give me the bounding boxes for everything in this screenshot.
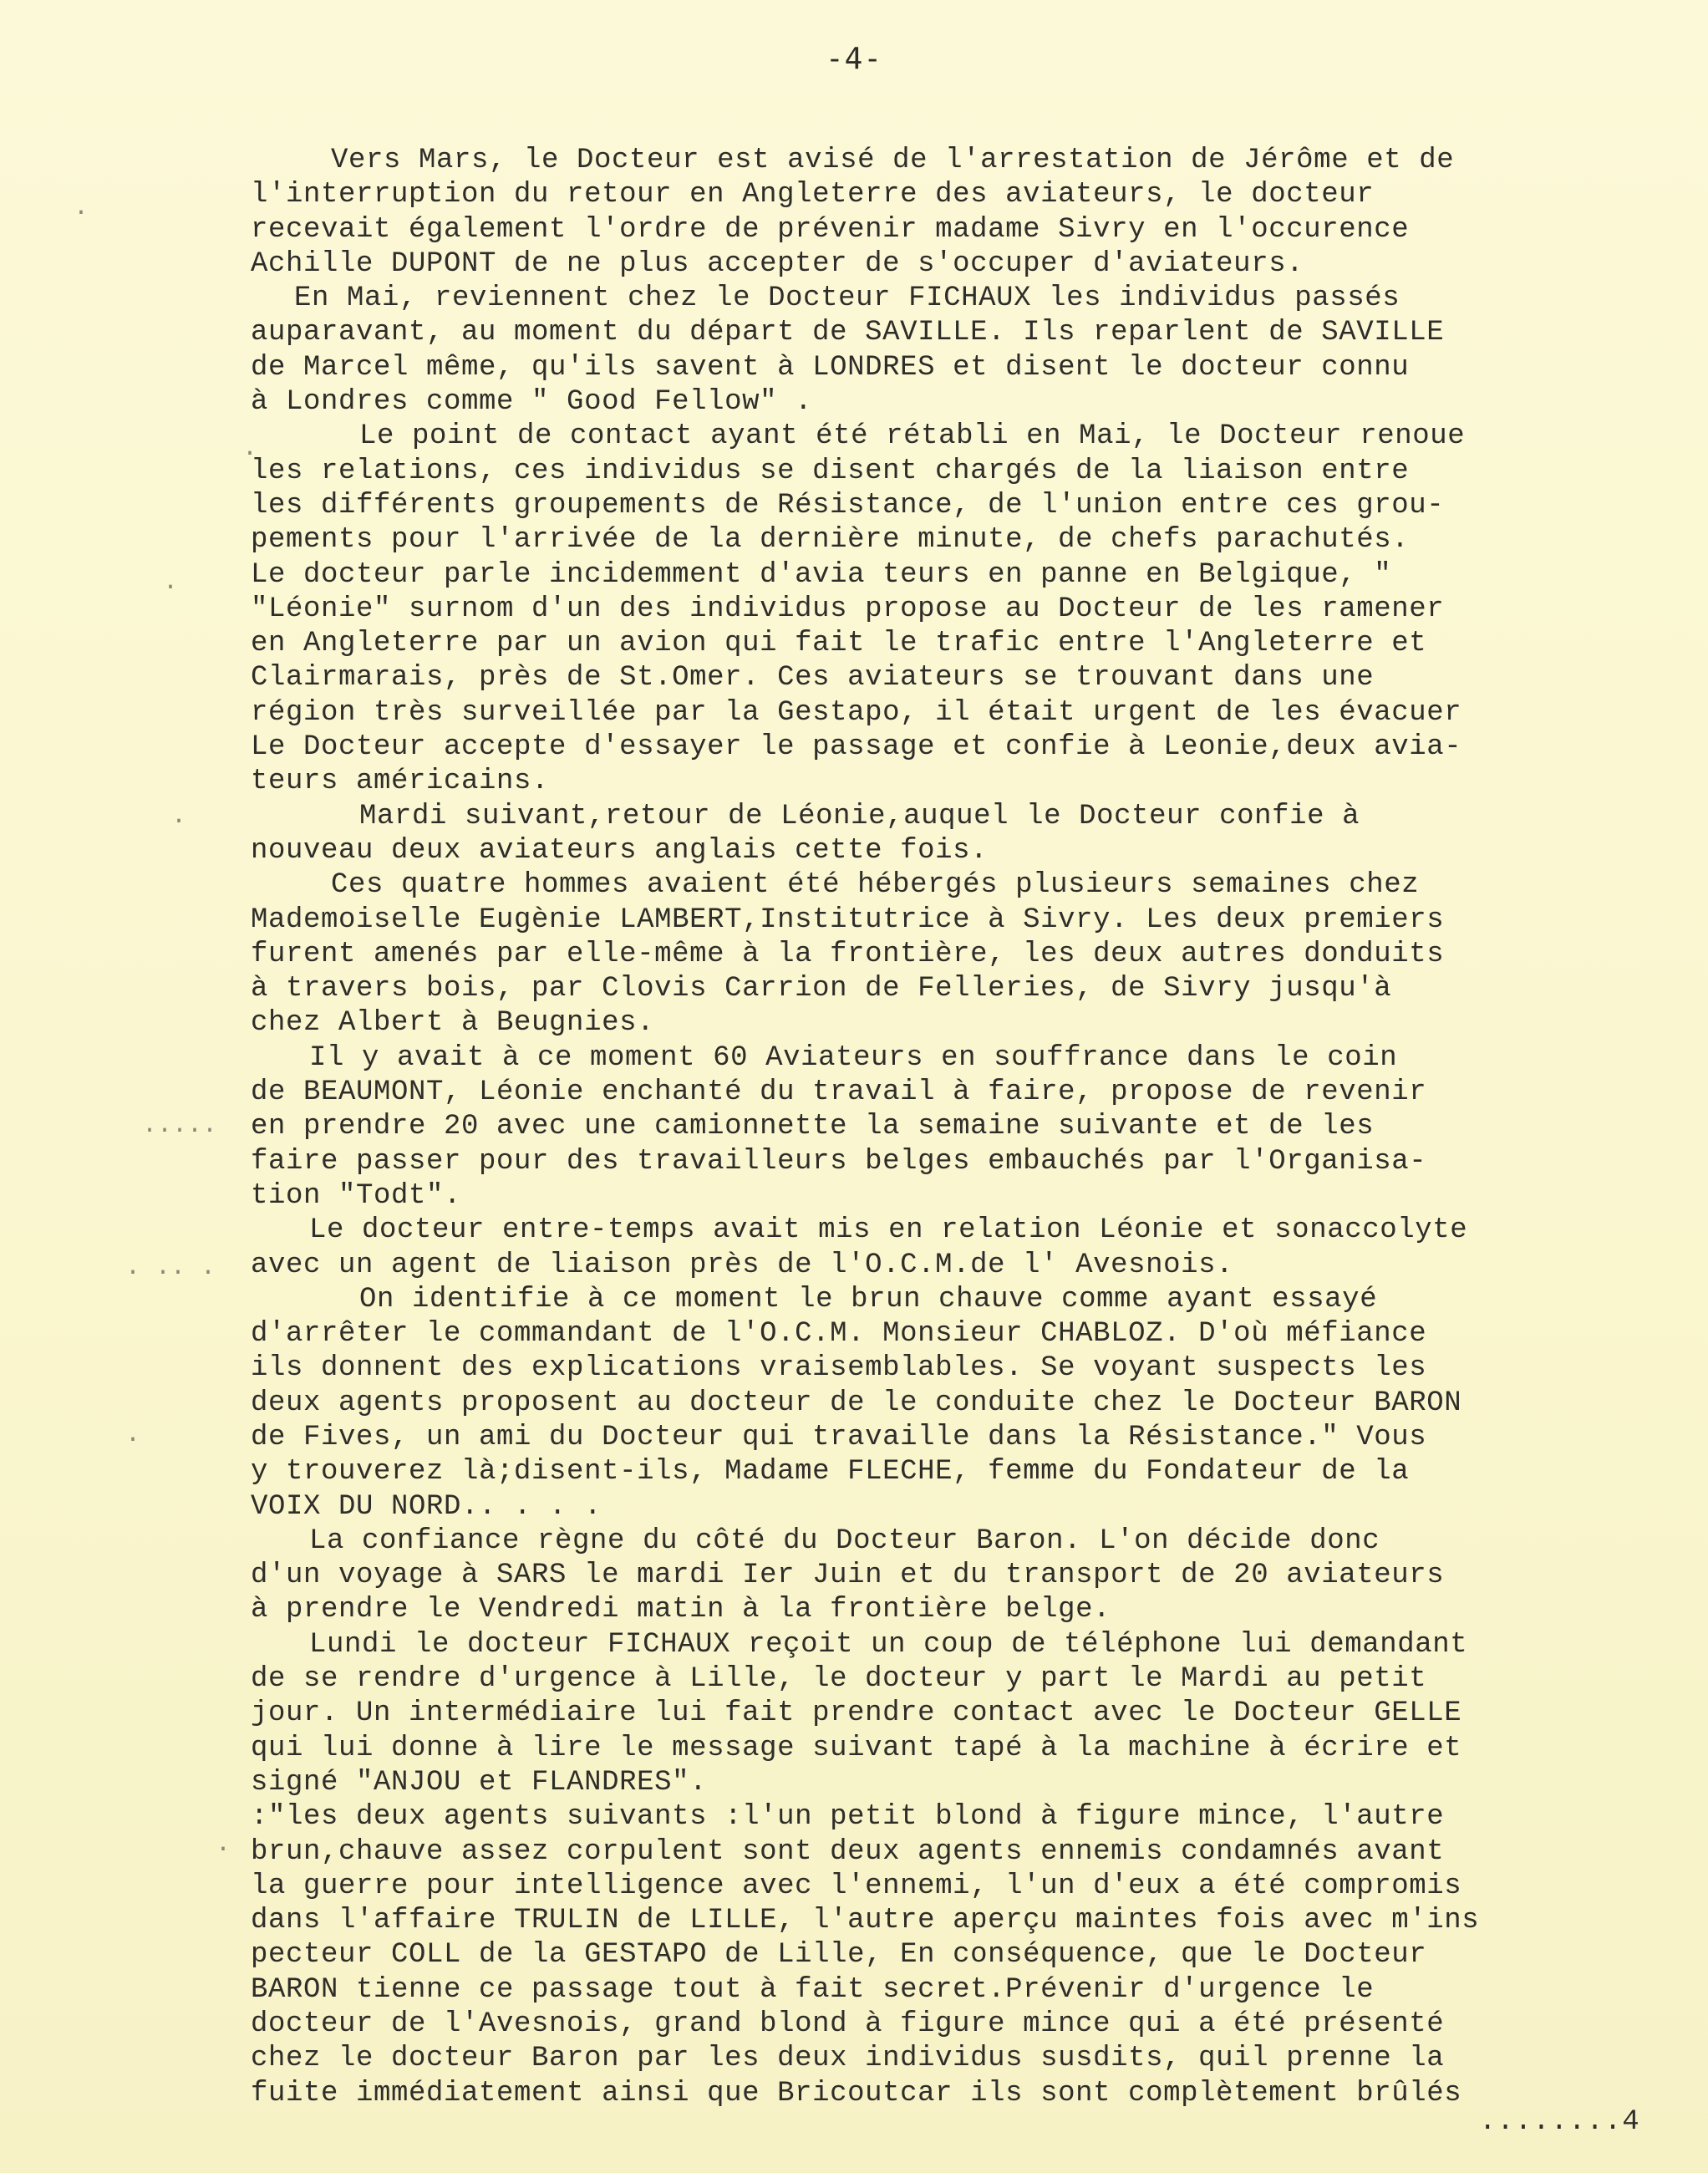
text-line: Le docteur entre-temps avait mis en relation Léonie et sonaccolyte xyxy=(309,1214,1468,1247)
text-line: Vers Mars, le Docteur est avisé de l'arrestation de Jérôme et de xyxy=(331,145,1455,176)
text-line: chez le docteur Baron par les deux individus susdits, quil prenne la xyxy=(251,2043,1445,2075)
text-line: l'interruption du retour en Angleterre des aviateurs, le docteur xyxy=(251,179,1375,211)
text-line: qui lui donne à lire le message suivant tapé à la machine à écrire et xyxy=(251,1732,1462,1764)
text-line: tion "Todt". xyxy=(251,1179,462,1212)
text-line: signé "ANJOU et FLANDRES". xyxy=(251,1766,708,1799)
margin-dot: . xyxy=(171,802,187,831)
text-line: faire passer pour des travailleurs belges embauchés par l'Organisa- xyxy=(251,1145,1427,1178)
text-line: les relations, ces individus se disent chargés de la liaison entre xyxy=(251,455,1410,487)
text-line: Le Docteur accepte d'essayer le passage et confie à Leonie,deux avia- xyxy=(251,731,1462,764)
text-line: pecteur COLL de la GESTAPO de Lille, En conséquence, que le Docteur xyxy=(251,1939,1427,1972)
text-line: de Marcel même, qu'ils savent à LONDRES et disent le docteur connu xyxy=(251,351,1410,384)
margin-dot: . xyxy=(242,435,258,463)
text-line: Le docteur parle incidemment d'avia teurs en panne en Belgique, " xyxy=(251,558,1392,591)
margin-dot: ..... xyxy=(142,1112,218,1140)
text-line: y trouverez là;disent-ils, Madame FLECHE, femme du Fondateur de la xyxy=(251,1456,1410,1489)
text-line: Mademoiselle Eugènie LAMBERT,Institutrice à Sivry. Les deux premiers xyxy=(251,903,1445,936)
text-line: chez Albert à Beugnies. xyxy=(251,1007,655,1040)
text-line: Clairmarais, près de St.Omer. Ces aviateurs se trouvant dans une xyxy=(251,662,1375,695)
text-line: teurs américains. xyxy=(251,766,550,798)
text-line: Le point de contact ayant été rétabli en Mai, le Docteur renoue xyxy=(359,420,1466,453)
text-line: On identifie à ce moment le brun chauve comme ayant essayé xyxy=(359,1283,1378,1316)
text-line: En Mai, reviennent chez le Docteur FICHAUX les individus passés xyxy=(294,282,1400,315)
text-line: BARON tienne ce passage tout à fait secret.Prévenir d'urgence le xyxy=(251,1973,1375,2006)
text-line: pements pour l'arrivée de la dernière minute, de chefs parachutés. xyxy=(251,524,1410,557)
text-line: ils donnent des explications vraisemblables. Se voyant suspects les xyxy=(251,1352,1427,1385)
text-line: fuite immédiatement ainsi que Bricoutcar ils sont complètement brûlés xyxy=(251,2077,1462,2109)
text-line: dans l'affaire TRULIN de LILLE, l'autre aperçu maintes fois avec m'ins xyxy=(251,1905,1480,1937)
margin-dot: . xyxy=(74,194,89,222)
text-line: à Londres comme " Good Fellow" . xyxy=(251,386,813,419)
text-line: "Léonie" surnom d'un des individus propose au Docteur de les ramener xyxy=(251,593,1445,625)
text-line: brun,chauve assez corpulent sont deux agents ennemis condamnés avant xyxy=(251,1835,1445,1868)
text-line: La confiance règne du côté du Docteur Baron. L'on décide donc xyxy=(309,1524,1380,1557)
margin-dot: . xyxy=(163,568,179,597)
text-line: recevait également l'ordre de prévenir madame Sivry en l'occurence xyxy=(251,213,1410,246)
text-line: d'un voyage à SARS le mardi Ier Juin et du transport de 20 aviateurs xyxy=(251,1560,1445,1592)
text-line: la guerre pour intelligence avec l'ennemi, l'un d'eux a été compromis xyxy=(251,1870,1462,1902)
text-line: furent amenés par elle-même à la frontière, les deux autres donduits xyxy=(251,938,1445,970)
text-line: de Fives, un ami du Docteur qui travaille dans la Résistance." Vous xyxy=(251,1421,1427,1453)
continuation-marker: ........4 xyxy=(1479,2106,1640,2138)
text-line: docteur de l'Avesnois, grand blond à figure mince qui a été présenté xyxy=(251,2008,1445,2041)
margin-dot: . .. . xyxy=(125,1254,216,1282)
text-line: d'arrêter le commandant de l'O.C.M. Monsieur CHABLOZ. D'où méfiance xyxy=(251,1318,1427,1351)
text-line: avec un agent de liaison près de l'O.C.M.de l' Avesnois. xyxy=(251,1249,1234,1281)
text-line: en Angleterre par un avion qui fait le trafic entre l'Angleterre et xyxy=(251,628,1427,660)
text-line: jour. Un intermédiaire lui fait prendre contact avec le Docteur GELLE xyxy=(251,1697,1462,1730)
page-number: -4- xyxy=(825,42,883,76)
text-line: à travers bois, par Clovis Carrion de Felleries, de Sivry jusqu'à xyxy=(251,973,1392,1005)
text-line: de se rendre d'urgence à Lille, le docteur y part le Mardi au petit xyxy=(251,1663,1427,1696)
text-line: région très surveillée par la Gestapo, il était urgent de les évacuer xyxy=(251,696,1462,729)
letter-body xyxy=(251,144,1688,2111)
text-line: les différents groupements de Résistance, de l'union entre ces grou- xyxy=(251,489,1445,522)
text-line: Il y avait à ce moment 60 Aviateurs en souffrance dans le coin xyxy=(309,1041,1398,1074)
text-line: deux agents proposent au docteur de le conduite chez le Docteur BARON xyxy=(251,1387,1462,1419)
margin-dot: . xyxy=(216,1830,231,1859)
margin-dot: . xyxy=(125,1421,141,1449)
text-line: Mardi suivant,retour de Léonie,auquel le Docteur confie à xyxy=(359,800,1360,832)
text-line: auparavant, au moment du départ de SAVILLE. Ils reparlent de SAVILLE xyxy=(251,317,1445,349)
text-line: Lundi le docteur FICHAUX reçoit un coup de téléphone lui demandant xyxy=(309,1628,1468,1661)
text-line: de BEAUMONT, Léonie enchanté du travail à faire, propose de revenir xyxy=(251,1076,1427,1109)
text-line: VOIX DU NORD.. . . . xyxy=(251,1490,602,1523)
text-line: à prendre le Vendredi matin à la frontière belge. xyxy=(251,1594,1111,1626)
text-line: Achille DUPONT de ne plus accepter de s'occuper d'aviateurs. xyxy=(251,247,1304,280)
text-line: Ces quatre hommes avaient été hébergés plusieurs semaines chez xyxy=(331,869,1420,902)
text-line: nouveau deux aviateurs anglais cette fois. xyxy=(251,834,989,867)
text-line: :"les deux agents suivants :l'un petit blond à figure mince, l'autre xyxy=(251,1801,1445,1834)
text-line: en prendre 20 avec une camionnette la semaine suivante et de les xyxy=(251,1111,1375,1143)
